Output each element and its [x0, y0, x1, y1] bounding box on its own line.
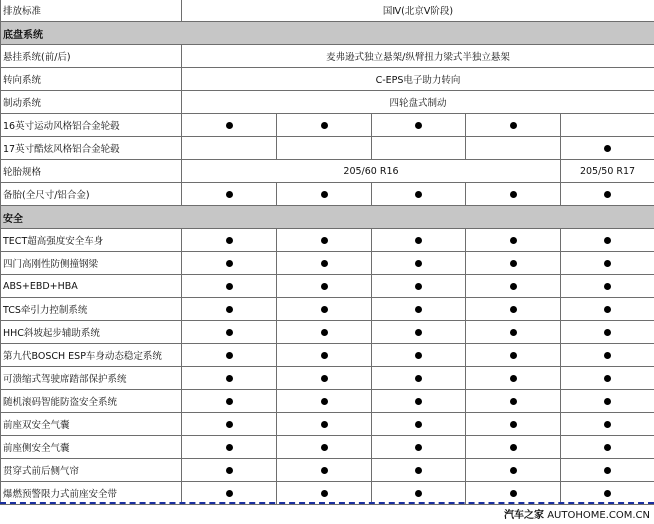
- feature-cell: [182, 137, 277, 160]
- feature-cell: [372, 344, 466, 367]
- table-row: [1, 137, 654, 160]
- feature-cell: [182, 459, 277, 482]
- table-row: [1, 436, 654, 459]
- row-label: 贯穿式前后侧气帘: [1, 459, 182, 482]
- included-dot-icon: [321, 260, 328, 267]
- dashed-divider-line: [0, 502, 654, 504]
- included-dot-icon: [604, 444, 611, 451]
- feature-cell: [466, 252, 561, 275]
- row-label: 轮胎规格: [1, 160, 182, 183]
- feature-cell: [561, 298, 654, 321]
- feature-cell: [372, 298, 466, 321]
- table-row: [1, 275, 654, 298]
- included-dot-icon: [415, 191, 422, 198]
- row-label: 悬挂系统(前/后): [1, 45, 182, 68]
- feature-cell: [182, 114, 277, 137]
- included-dot-icon: [604, 283, 611, 290]
- feature-cell: [466, 413, 561, 436]
- included-dot-icon: [226, 329, 233, 336]
- feature-cell: [466, 229, 561, 252]
- included-dot-icon: [510, 375, 517, 382]
- included-dot-icon: [510, 421, 517, 428]
- included-dot-icon: [510, 398, 517, 405]
- included-dot-icon: [510, 260, 517, 267]
- included-dot-icon: [510, 352, 517, 359]
- row-value: 麦弗逊式独立悬架/纵臂扭力梁式半独立悬架: [182, 45, 654, 68]
- feature-cell: [277, 436, 372, 459]
- row-label: HHC斜坡起步辅助系统: [1, 321, 182, 344]
- included-dot-icon: [604, 237, 611, 244]
- row-label: TECT超高强度安全车身: [1, 229, 182, 252]
- feature-cell: [372, 367, 466, 390]
- included-dot-icon: [415, 329, 422, 336]
- feature-cell: [277, 298, 372, 321]
- table-row: [1, 91, 654, 114]
- included-dot-icon: [604, 145, 611, 152]
- included-dot-icon: [226, 306, 233, 313]
- included-dot-icon: [510, 122, 517, 129]
- feature-cell: [277, 321, 372, 344]
- included-dot-icon: [226, 191, 233, 198]
- row-value: 205/60 R16: [182, 160, 561, 183]
- included-dot-icon: [321, 444, 328, 451]
- included-dot-icon: [415, 467, 422, 474]
- feature-cell: [277, 183, 372, 206]
- included-dot-icon: [321, 421, 328, 428]
- included-dot-icon: [415, 444, 422, 451]
- included-dot-icon: [321, 283, 328, 290]
- feature-cell: [561, 252, 654, 275]
- row-label: 爆燃预警限力式前座安全带: [1, 482, 182, 505]
- table-row: [1, 459, 654, 482]
- feature-cell: [466, 275, 561, 298]
- feature-cell: [182, 413, 277, 436]
- included-dot-icon: [604, 260, 611, 267]
- feature-cell: [561, 114, 654, 137]
- feature-cell: [277, 114, 372, 137]
- watermark: [504, 506, 650, 521]
- row-label: 前座侧安全气囊: [1, 436, 182, 459]
- feature-cell: [466, 298, 561, 321]
- included-dot-icon: [415, 283, 422, 290]
- row-label: ABS+EBD+HBA: [1, 275, 182, 298]
- feature-cell: [466, 321, 561, 344]
- feature-cell: [561, 275, 654, 298]
- feature-cell: [561, 344, 654, 367]
- feature-cell: [277, 229, 372, 252]
- table-row: [1, 298, 654, 321]
- included-dot-icon: [510, 237, 517, 244]
- section-header-row: [1, 22, 654, 45]
- included-dot-icon: [226, 490, 233, 497]
- row-label: 17英寸酷炫风格铝合金轮毂: [1, 137, 182, 160]
- feature-cell: [466, 390, 561, 413]
- table-row: [1, 114, 654, 137]
- feature-cell: [466, 114, 561, 137]
- row-value: 国Ⅳ(北京Ⅴ阶段): [182, 0, 654, 22]
- included-dot-icon: [604, 352, 611, 359]
- feature-cell: [182, 367, 277, 390]
- feature-cell: [182, 275, 277, 298]
- row-label: 制动系统: [1, 91, 182, 114]
- feature-cell: [561, 436, 654, 459]
- included-dot-icon: [321, 191, 328, 198]
- feature-cell: [277, 459, 372, 482]
- feature-cell: [561, 321, 654, 344]
- feature-cell: [466, 459, 561, 482]
- included-dot-icon: [510, 490, 517, 497]
- feature-cell: [372, 252, 466, 275]
- feature-cell: [182, 229, 277, 252]
- feature-cell: [182, 298, 277, 321]
- table-row: [1, 390, 654, 413]
- feature-cell: [182, 436, 277, 459]
- feature-cell: [372, 436, 466, 459]
- included-dot-icon: [415, 421, 422, 428]
- feature-cell: [372, 114, 466, 137]
- included-dot-icon: [226, 260, 233, 267]
- feature-cell: [277, 344, 372, 367]
- feature-cell: [182, 183, 277, 206]
- included-dot-icon: [510, 329, 517, 336]
- table-row: [1, 0, 654, 22]
- row-label: 第九代BOSCH ESP车身动态稳定系统: [1, 344, 182, 367]
- watermark-brand: 汽车之家: [504, 510, 545, 521]
- feature-cell: [466, 344, 561, 367]
- included-dot-icon: [226, 421, 233, 428]
- included-dot-icon: [510, 306, 517, 313]
- included-dot-icon: [604, 306, 611, 313]
- feature-cell: [561, 229, 654, 252]
- included-dot-icon: [415, 306, 422, 313]
- included-dot-icon: [415, 375, 422, 382]
- included-dot-icon: [604, 329, 611, 336]
- included-dot-icon: [226, 444, 233, 451]
- included-dot-icon: [226, 283, 233, 290]
- spec-table-body: [1, 0, 654, 505]
- table-row: [1, 413, 654, 436]
- feature-cell: [372, 229, 466, 252]
- feature-cell: [182, 321, 277, 344]
- row-label: 排放标准: [1, 0, 182, 22]
- included-dot-icon: [415, 260, 422, 267]
- feature-cell: [277, 367, 372, 390]
- feature-cell: [466, 367, 561, 390]
- included-dot-icon: [321, 352, 328, 359]
- row-label: 备胎(全尺寸/铝合金): [1, 183, 182, 206]
- table-row: [1, 68, 654, 91]
- included-dot-icon: [604, 191, 611, 198]
- row-label: 可溃缩式驾驶席踏部保护系统: [1, 367, 182, 390]
- included-dot-icon: [321, 490, 328, 497]
- included-dot-icon: [321, 306, 328, 313]
- included-dot-icon: [321, 375, 328, 382]
- row-label: 四门高刚性防侧撞钢梁: [1, 252, 182, 275]
- feature-cell: [561, 459, 654, 482]
- table-row: [1, 344, 654, 367]
- included-dot-icon: [321, 467, 328, 474]
- feature-cell: [372, 390, 466, 413]
- feature-cell: [372, 321, 466, 344]
- included-dot-icon: [510, 467, 517, 474]
- section-title: 底盘系统: [1, 22, 654, 45]
- feature-cell: [277, 390, 372, 413]
- table-row: [1, 229, 654, 252]
- feature-cell: [561, 137, 654, 160]
- included-dot-icon: [226, 352, 233, 359]
- feature-cell: [561, 413, 654, 436]
- included-dot-icon: [604, 375, 611, 382]
- feature-cell: [277, 275, 372, 298]
- feature-cell: [561, 390, 654, 413]
- included-dot-icon: [226, 467, 233, 474]
- feature-cell: [466, 137, 561, 160]
- feature-cell: [561, 367, 654, 390]
- included-dot-icon: [415, 398, 422, 405]
- table-row: [1, 321, 654, 344]
- feature-cell: [466, 436, 561, 459]
- included-dot-icon: [321, 122, 328, 129]
- feature-cell: [182, 390, 277, 413]
- row-label: TCS牵引力控制系统: [1, 298, 182, 321]
- section-header-row: [1, 206, 654, 229]
- row-label: 前座双安全气囊: [1, 413, 182, 436]
- row-label: 转向系统: [1, 68, 182, 91]
- feature-cell: [466, 183, 561, 206]
- table-row: [1, 160, 654, 183]
- feature-cell: [372, 275, 466, 298]
- feature-cell: [372, 413, 466, 436]
- feature-cell: [372, 183, 466, 206]
- included-dot-icon: [415, 490, 422, 497]
- included-dot-icon: [604, 398, 611, 405]
- included-dot-icon: [226, 122, 233, 129]
- included-dot-icon: [604, 467, 611, 474]
- included-dot-icon: [415, 122, 422, 129]
- included-dot-icon: [510, 444, 517, 451]
- feature-cell: [182, 344, 277, 367]
- feature-cell: [182, 252, 277, 275]
- row-label: 随机滚码智能防盗安全系统: [1, 390, 182, 413]
- table-row: [1, 367, 654, 390]
- feature-cell: [277, 137, 372, 160]
- feature-cell: [561, 183, 654, 206]
- table-row: [1, 183, 654, 206]
- included-dot-icon: [604, 421, 611, 428]
- table-row: [1, 252, 654, 275]
- included-dot-icon: [321, 398, 328, 405]
- included-dot-icon: [510, 191, 517, 198]
- included-dot-icon: [226, 398, 233, 405]
- row-value: C-EPS电子助力转向: [182, 68, 654, 91]
- included-dot-icon: [510, 283, 517, 290]
- section-title: 安全: [1, 206, 654, 229]
- feature-cell: [372, 459, 466, 482]
- table-row: [1, 45, 654, 68]
- feature-cell: [277, 413, 372, 436]
- row-value-last: 205/50 R17: [561, 160, 654, 183]
- included-dot-icon: [226, 375, 233, 382]
- included-dot-icon: [604, 490, 611, 497]
- feature-cell: [277, 252, 372, 275]
- included-dot-icon: [321, 237, 328, 244]
- watermark-site: AUTOHOME.COM.CN: [547, 510, 650, 521]
- included-dot-icon: [415, 352, 422, 359]
- row-label: 16英寸运动风格铝合金轮毂: [1, 114, 182, 137]
- included-dot-icon: [226, 237, 233, 244]
- feature-cell: [372, 137, 466, 160]
- row-value: 四轮盘式制动: [182, 91, 654, 114]
- included-dot-icon: [415, 237, 422, 244]
- included-dot-icon: [321, 329, 328, 336]
